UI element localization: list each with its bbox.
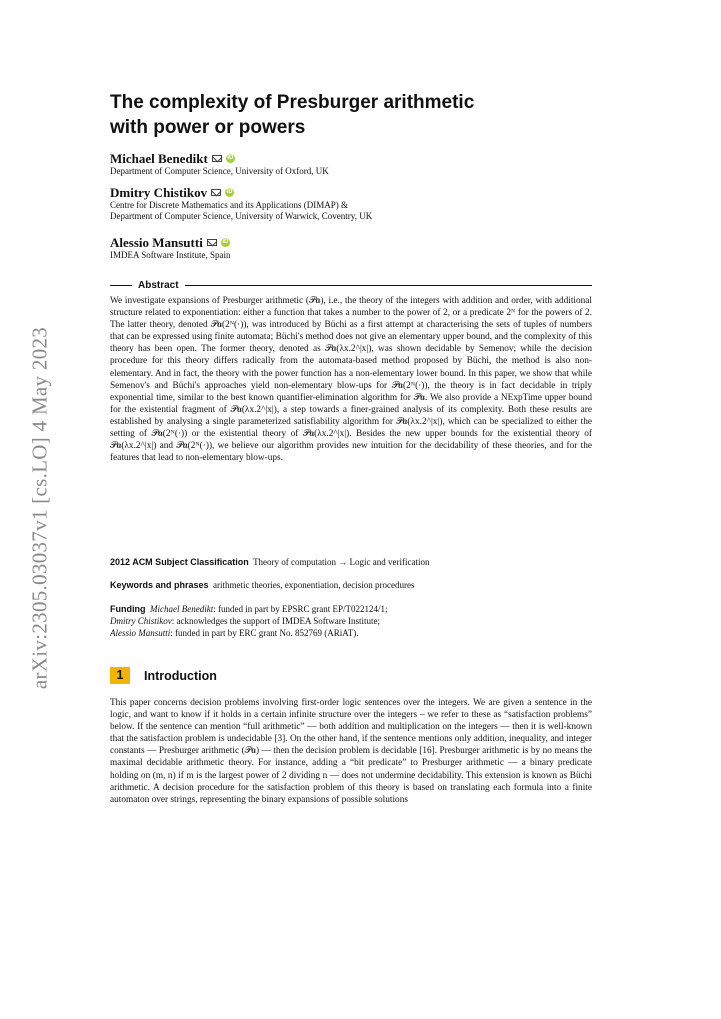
- introduction-text-line: into a finite automaton over strings, representing the binary expansions of possible solutions: [110, 782, 592, 805]
- author-affiliation: Department of Computer Science, University of Warwick, Coventry, UK: [110, 211, 373, 221]
- abstract-text-line: We investigate expansions of Presburger arithmetic (𝒫𝒂), i.e., the theory of the integers with addition: [110, 296, 495, 306]
- introduction-text-line: is well-known that the satisfaction problem is undecidable [3]. On the other hand, if the: [110, 722, 592, 745]
- introduction-text-line: We are given a sentence in the logic, and want to know if it holds in a certain infinite structure: [110, 698, 593, 721]
- email-icon[interactable]: [212, 155, 222, 162]
- author-block-1: [110, 151, 592, 177]
- acm-classification-value: Theory of computation → Logic and verification: [253, 557, 430, 567]
- abstract-text-line: 𝒫𝒂. We also provide a NExpTime upper bound for the existential fragment of 𝒫𝒂(λx.2^|x|), a step: [110, 392, 592, 415]
- introduction-text-line: sentence mentions only addition, inequality, and integer constants — Presburger arithmetic: [110, 734, 592, 757]
- keywords: [110, 579, 592, 591]
- abstract-text-line: setting of 𝒫𝒂(2ᴺ(·)) or the existential theory of 𝒫𝒂(λx.2^|x|). Besides the new upper bounds for the: [110, 429, 514, 440]
- orcid-icon[interactable]: iD: [226, 189, 233, 195]
- abstract-rule-right: [185, 285, 592, 286]
- abstract-text-line: to the power of 2, or a predicate 2ᴺ for the powers of 2. The latter theory, denoted 𝒫𝒂(2ᴺ(·)),: [110, 308, 593, 331]
- funding-label: Funding: [110, 604, 146, 614]
- introduction-text-line: procedure for the satisfaction problem of this theory is based on translating each formula: [197, 782, 547, 793]
- abstract-text-line: towards a finer-grained analysis of its complexity. Both these results are established by analysing a: [110, 404, 592, 427]
- author-name: Dmitry Chistikov iD: [110, 185, 233, 200]
- arxiv-identifier-text: arXiv:2305.03037v1 [cs.LO] 4 May 2023: [27, 326, 52, 690]
- abstract-text-line: and the complexity of this theory has been open. The former theory, denoted as 𝒫𝒂(λx.2^|x|), was: [110, 332, 592, 355]
- author-name: Michael Benedikt iD: [110, 151, 234, 166]
- introduction-text-line: This paper concerns decision problems involving first-order logic sentences over the integers.: [110, 698, 474, 708]
- introduction-text-line: arithmetic — a binary predicate holding on (m, n) if m is the largest power of 2 dividing n —: [110, 758, 592, 781]
- section-number-badge: 1: [110, 667, 130, 684]
- email-icon[interactable]: [207, 239, 217, 246]
- abstract-text-line: automata-based method proposed by Büchi, the method is also non-elementary. And in fact, the: [110, 356, 593, 379]
- abstract-rule-left: [110, 285, 132, 286]
- author-block-2: [110, 185, 592, 222]
- orcid-icon[interactable]: iD: [227, 155, 234, 161]
- abstract-body: [110, 295, 592, 464]
- funding-line: Funding Michael Benedikt: funded in part by EPSRC grant EP/T022124/1;: [110, 604, 388, 614]
- funding-block: [110, 603, 592, 639]
- introduction-text-line: mention “full arithmetic” — both addition and multiplication on the integers — then it: [210, 722, 539, 733]
- abstract-text-line: can be expressed using finite automata; Büchi's method does not give an elementary upper bound,: [126, 332, 495, 343]
- abstract-text-line: Semenov's and Büchi's approaches yield non-elementary blow-ups for 𝒫𝒂(2ᴺ(·)), the theory is in fact: [110, 380, 520, 391]
- introduction-text-line: over the integers – we refer to these as “satisfaction problems” below. If the sentence can: [110, 710, 592, 733]
- acm-classification-label: 2012 ACM Subject Classification: [110, 557, 249, 567]
- abstract-text-line: shown decidable by Semenov; while the decision procedure for this theory differs radically from the: [110, 344, 592, 367]
- funding-line: Dmitry Chistikov: acknowledges the support of IMDEA Software Institute;: [110, 616, 380, 626]
- author-block-3: [110, 235, 592, 261]
- section-title: Introduction: [144, 668, 217, 683]
- introduction-body: [110, 697, 592, 806]
- abstract-text-line: theory with the power function has a non-elementary lower bound. In this paper, we show that while: [215, 368, 592, 379]
- abstract-text-line: decidable in triply exponential time, similar to the best known quantifier-elimination algorithm for: [110, 380, 592, 403]
- author-affiliation: Centre for Discrete Mathematics and its Applications (DIMAP) &: [110, 200, 348, 210]
- keywords-value: arithmetic theories, exponentiation, decision procedures: [213, 580, 415, 590]
- abstract-text-line: single parameterized satisfiability algorithm for 𝒫𝒂(λx.2^|x|), which can be specialized to either the: [212, 416, 592, 427]
- acm-classification: [110, 556, 592, 568]
- orcid-icon[interactable]: iD: [222, 239, 229, 245]
- arxiv-identifier-stamp: [24, 316, 56, 700]
- paper-title-line-1: The complexity of Presburger arithmetic: [110, 92, 475, 113]
- keywords-label: Keywords and phrases: [110, 580, 209, 590]
- paper-title-line-2: with power or powers: [110, 117, 306, 138]
- abstract-text-line: and order, with additional structure related to exponentiation: either a function that takes a number: [110, 296, 593, 319]
- author-affiliation: IMDEA Software Institute, Spain: [110, 250, 231, 260]
- introduction-text-line: maximal decidable arithmetic theory. For instance, adding a “bit predicate” to Presburger: [110, 758, 467, 769]
- introduction-text-line: (𝒫𝒂) — then the decision problem is decidable [16]. Presburger arithmetic is by no means the: [241, 746, 592, 757]
- abstract-text-line: was introduced by Büchi as a first attempt at characterising the sets of tuples of numbers that: [110, 320, 592, 343]
- email-icon[interactable]: [211, 189, 221, 196]
- abstract-text-line: existential theory of 𝒫𝒂(λx.2^|x|) and 𝒫𝒂(2ᴺ(·)), we believe our algorithm provides new intuition for: [110, 429, 592, 452]
- funding-line: Alessio Mansutti: funded in part by ERC grant No. 852769 (ARiAT).: [110, 628, 359, 638]
- introduction-text-line: does not undermine decidability. This extension is known as Büchi arithmetic. A decision: [110, 770, 593, 793]
- section-heading-introduction: [110, 667, 592, 684]
- abstract-text-line: the decidability of these theories, and for the features that lead to non-elementary blow-ups.: [110, 441, 592, 464]
- paper-title: [110, 90, 592, 140]
- author-affiliation: Department of Computer Science, University of Oxford, UK: [110, 166, 329, 176]
- author-name: Alessio Mansutti iD: [110, 235, 229, 250]
- abstract-heading: Abstract: [110, 280, 592, 291]
